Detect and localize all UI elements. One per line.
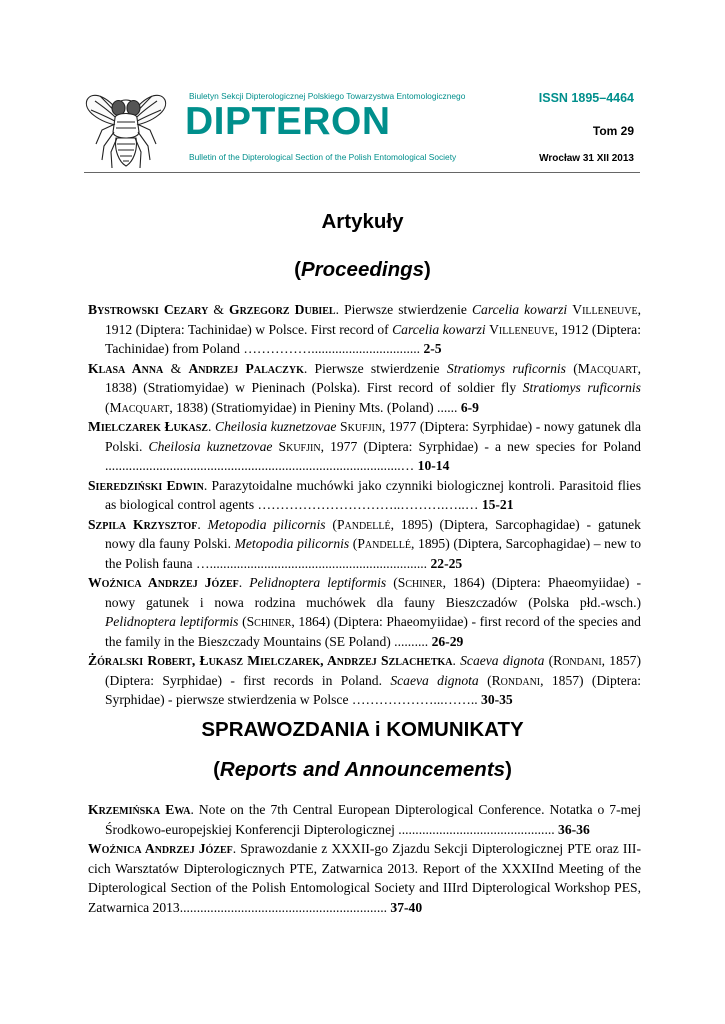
- entry-pages: 37-40: [390, 899, 423, 915]
- entry-author: Grzegorz Dubiel: [229, 302, 336, 317]
- entry-text: , 1838) (Stratiomyidae) in Pieniny Mts. (Poland) ......: [169, 399, 461, 415]
- toc-entry: [88, 573, 641, 651]
- journal-title: DIPTERON: [185, 100, 391, 143]
- reports-list: [88, 800, 641, 917]
- entry-text: . Sprawozdanie z XXXII-go Zjazdu Sekcji Dipterologicznej PTE oraz III-cich Warsztatów Dipterologicznych PTE, Zatwarnica 2013. Report of the XXXIInd Meeting of the Dipterological Section of the Polish Entomological Society and IIIrd Dipterological Workshop PES, Zatwarnica 2013.............................................................: [88, 841, 641, 915]
- entry-authority: Pandellé: [357, 536, 412, 551]
- entry-author: Szpila Krzysztof: [88, 516, 198, 532]
- entry-author: Woźnica Andrzej Józef: [88, 575, 239, 590]
- entry-author: Andrzej Palaczyk: [188, 360, 304, 376]
- entry-text: &: [208, 302, 230, 317]
- entry-species-name: Pelidnoptera leptiformis: [105, 614, 239, 629]
- entry-text: , 1977 (Diptera: Syrphidae) - nowy gatunek dla Polski.: [105, 419, 641, 454]
- entry-text: .: [452, 653, 461, 668]
- entry-text: . Pierwsze stwierdzenie: [335, 302, 472, 317]
- proceedings-subheading-text: Proceedings: [300, 258, 425, 281]
- entry-author: Bystrowski Cezary: [88, 302, 209, 317]
- entry-pages: 36-36: [558, 821, 590, 837]
- entry-text: .: [197, 516, 208, 532]
- entry-author: Sieredziński Edwin: [88, 477, 204, 493]
- entry-pages: 26-29: [431, 633, 464, 649]
- entry-author: Mielczarek Łukasz: [88, 419, 208, 434]
- entry-authority: Schiner: [246, 614, 292, 629]
- entry-text: (: [565, 360, 578, 376]
- entry-species-name: Scaeva dignota: [390, 672, 479, 688]
- entry-authority: Skufjin: [278, 438, 321, 454]
- entry-text: (: [349, 536, 358, 551]
- volume-number: Tom 29: [592, 124, 634, 138]
- series-name-english: Bulletin of the Dipterological Section of the Polish Entomological Society: [189, 152, 457, 162]
- entry-author: Woźnica Andrzej Józef: [88, 841, 233, 856]
- entry-text: , 1895) (Diptera, Sarcophagidae) – new to the Polish fauna …................................................................: [105, 536, 641, 571]
- entry-text: (: [238, 614, 247, 629]
- entry-pages: 22-25: [430, 555, 463, 571]
- entry-pages: 10-14: [417, 458, 450, 473]
- entry-text: , 1864) (Diptera: Phaeomyiidae) - first record of the species and the family in the Bieszczady Mountains (SE Poland) ..........: [105, 614, 641, 649]
- entry-authority: Macquart: [577, 360, 638, 376]
- series-name-polish: Biuletyn Sekcji Dipterologicznej Polskiego Towarzystwa Entomologicznego: [189, 91, 466, 101]
- entry-authority: Villeneuve: [489, 321, 555, 337]
- reports-subheading-text: Reports and Announcements: [219, 758, 506, 781]
- entry-authority: Pandellé: [336, 516, 391, 532]
- toc-entry: [88, 800, 641, 839]
- entry-species-name: Carcelia kowarzi: [392, 321, 486, 337]
- toc-entry: [88, 839, 641, 917]
- issue-dateline: Wrocław 31 XII 2013: [539, 153, 634, 164]
- entry-authority: Rondani: [553, 653, 602, 668]
- toc-entry: [88, 417, 641, 476]
- proceedings-heading: Artykuły: [321, 210, 404, 233]
- fly-icon: [84, 88, 168, 170]
- entry-species-name: Carcelia kowarzi: [471, 302, 568, 317]
- entry-text: , 1857) (Diptera: Syrphidae) - first records in Poland.: [105, 653, 641, 688]
- entry-species-name: Scaeva dignota: [460, 653, 545, 668]
- entry-species-name: Cheilosia kuznetzovae: [148, 438, 273, 454]
- entry-text: , 1864) (Diptera: Phaeomyiidae) - nowy gatunek i nowa rodzina muchówek dla fauny Bieszczadów (Polska płd.-wsch.): [105, 575, 641, 610]
- entry-text: (: [325, 516, 337, 532]
- masthead: [84, 84, 640, 172]
- entry-text: .: [207, 419, 215, 434]
- entry-text: (: [105, 399, 110, 415]
- toc-entry: [88, 651, 641, 710]
- entry-species-name: Metopodia pilicornis: [234, 536, 350, 551]
- proceedings-list: [88, 300, 641, 710]
- entry-pages: 2-5: [423, 341, 442, 356]
- entry-pages: 15-21: [481, 497, 514, 512]
- entry-pages: 6-9: [460, 399, 479, 415]
- entry-text: . Note on the 7th Central European Dipterological Conference. Notatka o 7-mej Środkowo-europejskiej Konferencji Dipterologicznej ..............................................: [105, 802, 641, 837]
- entry-species-name: Stratiomys ruficornis: [522, 380, 641, 395]
- entry-authority: Schiner: [397, 575, 443, 590]
- toc-entry: [88, 300, 641, 359]
- entry-text: , 1838) (Stratiomyidae) w Pieninach (Polska). First record of soldier fly: [105, 360, 641, 395]
- reports-subheading: (Reports and Announcements): [213, 758, 512, 781]
- entry-author: Krzemińska Ewa: [88, 802, 191, 817]
- entry-text: , 1857) (Diptera: Syrphidae) - pierwsze stwierdzenia w Polsce ………………...……..: [105, 672, 642, 707]
- reports-heading: SPRAWOZDANIA i KOMUNIKATY: [201, 718, 524, 741]
- issn-number: ISSN 1895–4464: [538, 91, 634, 105]
- entry-species-name: Stratiomys ruficornis: [446, 360, 566, 376]
- entry-text: , 1912 (Diptera: Tachinidae) w Polsce. First record of: [105, 302, 642, 337]
- entry-text: , 1977 (Diptera: Syrphidae) - a new species for Poland .......................................................................................…: [105, 438, 641, 473]
- entry-text: &: [163, 360, 189, 376]
- entry-authority: Macquart: [109, 399, 170, 415]
- entry-text: (: [544, 653, 554, 668]
- entry-species-name: Metopodia pilicornis: [207, 516, 326, 532]
- entry-text: .: [238, 575, 250, 590]
- entry-text: , 1912 (Diptera: Tachinidae) from Poland ……………................................: [105, 321, 641, 356]
- toc-entry: [88, 515, 641, 574]
- entry-pages: 30-35: [481, 692, 513, 707]
- entry-species-name: Pelidnoptera leptiformis: [249, 575, 387, 590]
- entry-text: . Pierwsze stwierdzenie: [303, 360, 447, 376]
- entry-author: Klasa Anna: [88, 360, 164, 376]
- toc-entry: [88, 359, 641, 418]
- entry-text: (: [478, 672, 492, 688]
- header-divider: [84, 172, 640, 173]
- entry-text: (: [386, 575, 398, 590]
- entry-species-name: Cheilosia kuznetzovae: [215, 419, 337, 434]
- toc-entry: [88, 476, 641, 515]
- entry-text: . Parazytoidalne muchówki jako czynniki biologicznej kontroli. Parasitoid flies as biological control agents …………………………..……….…..…: [105, 477, 641, 512]
- proceedings-subheading: (Proceedings): [294, 258, 431, 281]
- entry-text: , 1895) (Diptera, Sarcophagidae) - gatunek nowy dla fauny Polski.: [105, 516, 641, 551]
- entry-author: Żóralski Robert, Łukasz Mielczarek, Andrzej Szlachetka: [88, 653, 453, 668]
- entry-authority: Villeneuve: [572, 302, 638, 317]
- entry-authority: Rondani: [491, 672, 541, 688]
- entry-authority: Skufjin: [340, 419, 383, 434]
